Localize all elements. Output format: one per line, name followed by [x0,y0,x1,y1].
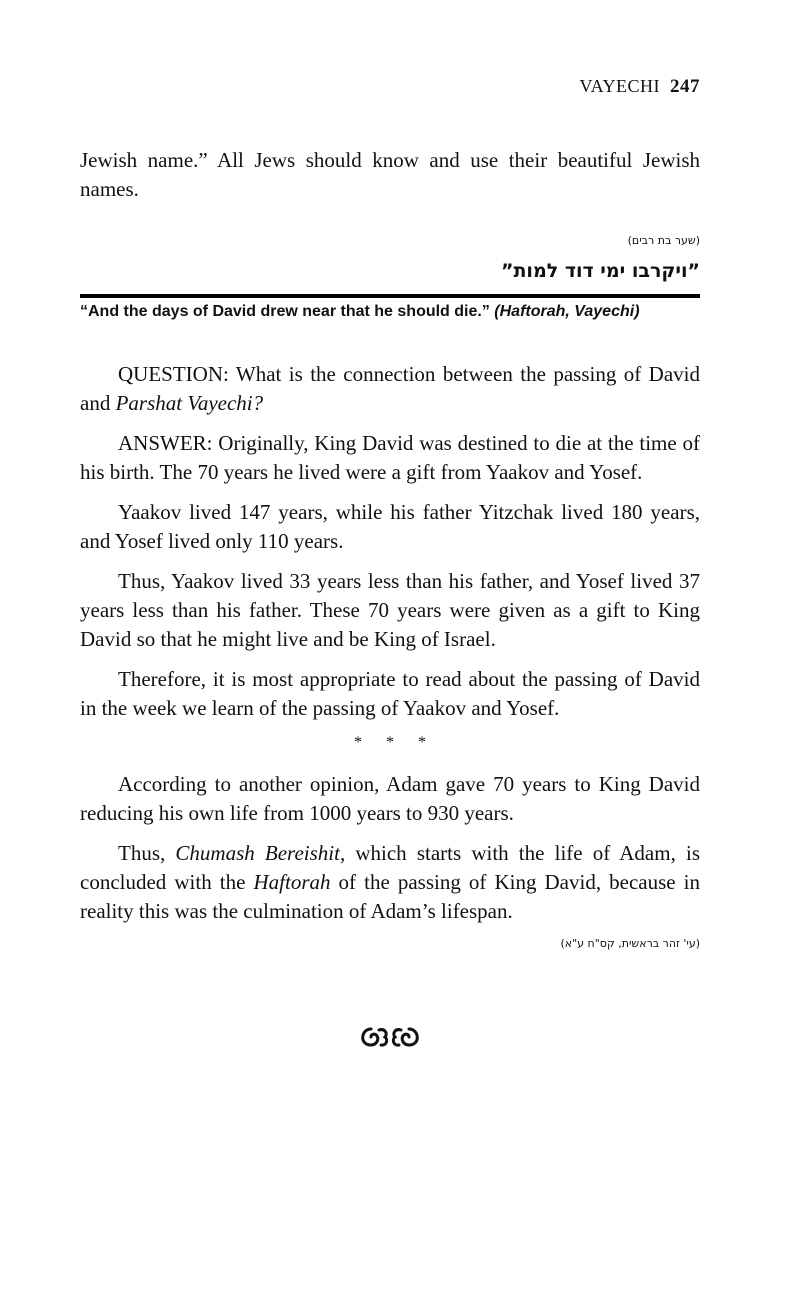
english-heading [80,301,700,322]
section-separator: * * * [354,734,436,751]
article-body [80,360,700,950]
paragraph-gift: Thus, Yaakov lived 33 years less than his father, and Yosef lived 37 years less than his father. These 70 years were given as a gift to King David so that he might live and be King of Israel. [80,569,700,651]
conclusion-part-2: , which starts with the life of Adam, is concluded with the [80,841,700,894]
source-citation-2: (עי' זהר בראשית, קס"ח ע"א) [560,937,700,950]
page-number: 247 [670,76,700,97]
continuation-paragraph [80,146,700,204]
continuation-text: Jewish name.” All Jews should know and use their beautiful Jewish names. [80,148,700,201]
conclusion-italic-1: Chumash Bereishit [175,841,340,865]
paragraph-adam: According to another opinion, Adam gave 70 years to King David reducing his own life from 1000 years to 930 years. [80,772,700,825]
answer-paragraph: ANSWER: Originally, King David was destined to die at the time of his birth. The 70 years he lived were a gift from Yaakov and Yosef. [80,431,700,484]
heading-rule [80,294,700,298]
section-title: VAYECHI [579,76,660,96]
question-label: QUESTION: [118,362,229,386]
source-citation-1: (שער בת רבים) [627,234,700,247]
paragraph-conclusion [80,839,700,926]
question-paragraph [80,360,700,418]
paragraph-lifespans: Yaakov lived 147 years, while his father Yitzchak lived 180 years, and Yosef lived only 110 years. [80,500,700,553]
decorative-flourish-icon [80,1024,700,1055]
question-italic: Parshat Vayechi? [115,391,264,415]
flourish-svg [355,1024,425,1050]
english-heading-quote: “And the days of David drew near that he should die.” [80,303,490,320]
conclusion-italic-2: Haftorah [253,870,331,894]
hebrew-heading: ”ויקרבו ימי דוד למות” [500,260,700,282]
english-heading-reference: (Haftorah, Vayechi) [494,303,640,320]
question-text: What is the connection between the passing of David and [80,362,700,415]
conclusion-part-3: of the passing of King David, because in reality this was the culmination of Adam’s lifespan. [80,870,700,923]
paragraph-therefore: Therefore, it is most appropriate to read about the passing of David in the week we learn of the passing of Yaakov and Yosef. [80,667,700,720]
running-head [579,76,700,98]
conclusion-part-1: Thus, [118,841,176,865]
